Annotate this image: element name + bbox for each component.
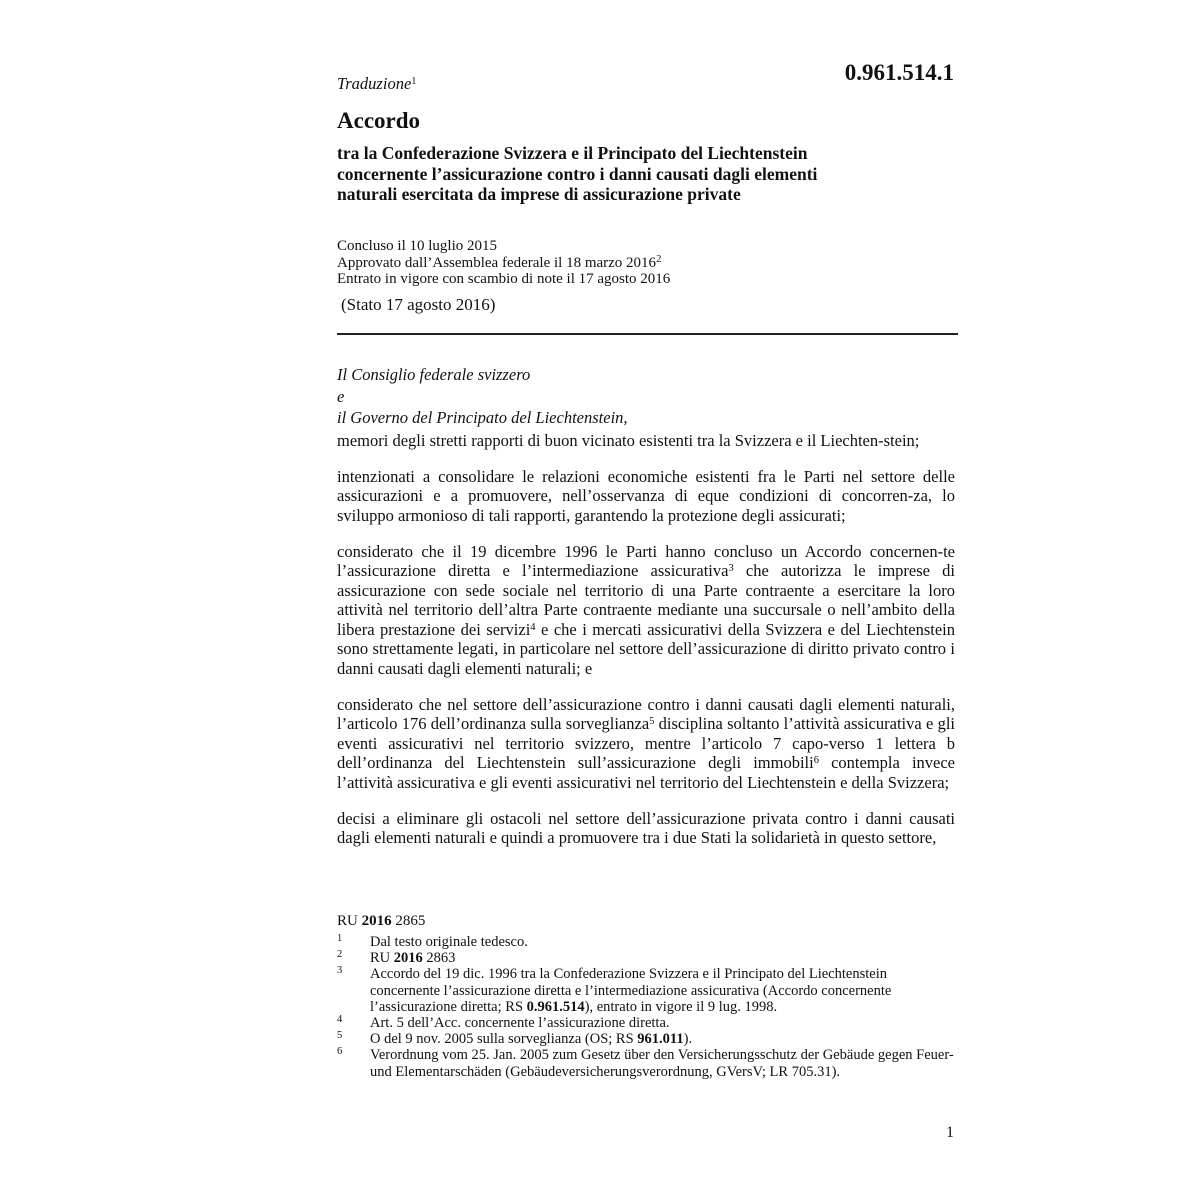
page-number: 1 (946, 1124, 954, 1141)
footnote: 4 Art. 5 dell’Acc. concernente l’assicurazione diretta. (337, 1014, 670, 1032)
footnote-ref[interactable]: 1 (411, 76, 417, 87)
party-conjunction: e (337, 386, 345, 406)
sr-number: 0.961.514.1 (844, 60, 954, 85)
approved-date: Approvato dall’Assemblea federale il 18 marzo 2016 (337, 254, 657, 271)
translation-text: Traduzione (337, 74, 412, 93)
footnote: 5 O del 9 nov. 2005 sulla sorveglianza (OS; RS 961.011). (337, 1030, 693, 1048)
dates-block (337, 238, 957, 288)
footnote-number: 4 (337, 1014, 343, 1026)
footnote-number: 2 (337, 949, 343, 961)
preamble-paragraph: intenzionati a consolidare le relazioni economiche esistenti fra le Parti nel settore delle assicurazioni e a promuovere, nell’osservanza di eque condizioni di concorren-za, lo sviluppo armonioso di tali rapporti, garantendo la protezione degli assicurati; (337, 466, 955, 525)
footnote-ref[interactable]: 6 (813, 755, 819, 766)
entered-date: Entrato in vigore con scambio di note il 17 agosto 2016 (337, 271, 671, 287)
preamble-paragraph: considerato che nel settore dell’assicurazione contro i danni causati dagli elementi naturali, l’articolo 176 dell’ordinanza sulla sorveglianza$^5$ disciplina soltanto l’attività assicurativa e gli eventi assicurativi nel territorio svizzero, mentre l’articolo 7 capo-verso 1 lettera b dell’ordinanza del Liechtenstein sull’assicurazione degli immobili$^6$ contempla invece l’attività assicurativa e gli eventi assicurativi nel territorio del Liechtenstein e della Svizzera; (337, 694, 955, 792)
concluded-date: Concluso il 10 luglio 2015 (337, 238, 498, 254)
party-switzerland: Il Consiglio federale svizzero (337, 365, 531, 384)
header-divider (337, 333, 958, 335)
ru-reference: RU 2016 2865 (337, 913, 426, 929)
status-date: (Stato 17 agosto 2016) (341, 295, 496, 314)
footnote-ref[interactable]: 3 (728, 563, 734, 574)
preamble-paragraph: memori degli stretti rapporti di buon vicinato esistenti tra la Svizzera e il Liechten-stein; (337, 430, 920, 450)
footnote-number: 6 (337, 1046, 343, 1058)
party-liechtenstein: il Governo del Principato del Liechtenstein, (337, 408, 628, 427)
footnote-number: 3 (337, 965, 343, 977)
subtitle-line: tra la Confederazione Svizzera e il Principato del Liechtenstein (337, 143, 808, 163)
footnote-number: 5 (337, 1030, 343, 1042)
translation-label (337, 74, 417, 94)
footnote-number: 1 (337, 933, 343, 944)
footnote: 2 RU 2016 2863 (337, 949, 456, 967)
preamble (337, 364, 955, 864)
footnote-ref[interactable]: 5 (649, 716, 655, 727)
footnote: 1 Dal testo originale tedesco. (337, 933, 528, 950)
document-title: Accordo (337, 108, 421, 133)
footnote-ref[interactable]: 4 (530, 621, 536, 633)
footnote: 3 Accordo del 19 dic. 1996 tra la Confederazione Svizzera e il Principato del Liechtenstein concernente l’assicurazione diretta e l’intermediazione assicurativa (Accordo concernente l’assicurazione diretta; RS 0.961.514), entrato in vigore il 9 lug. 1998. (337, 965, 892, 1015)
document-subtitle (337, 143, 957, 205)
footnote-ref[interactable]: 2 (656, 253, 662, 265)
footnote: 6 Verordnung vom 25. Jan. 2005 zum Gesetz über den Versicherungsschutz der Gebäude gegen Feuer- und Elementarschäden (Gebäudeversicherungsverordnung, GVersV; LR 705.31). (337, 1046, 954, 1080)
approved-date-line (337, 255, 957, 272)
preamble-paragraph: considerato che il 19 dicembre 1996 le Parti hanno concluso un Accordo concernen-te l’assicurazione diretta e l’intermediazione assicurativa$^3$ che autorizza le imprese di assicurazione con sede sociale nel territorio di una Parte contraente a esercitare la loro attività nel territorio dell’altra Parte contraente mediante una succursale o nell’ambito della libera prestazione dei servizi$^4$ e che i mercati assicurativi della Svizzera e del Liechtenstein sono strettamente legati, in particolare nel settore dell’assicurazione di diritto privato contro i danni causati dagli elementi naturali; e (337, 541, 956, 678)
subtitle-line: naturali esercitata da imprese di assicurazione private (337, 184, 741, 204)
footnotes (337, 934, 957, 1080)
subtitle-line: concernente l’assicurazione contro i danni causati dagli elementi (337, 163, 818, 184)
preamble-paragraph: decisi a eliminare gli ostacoli nel settore dell’assicurazione privata contro i danni causati dagli elementi naturali e quindi a promuovere tra i due Stati la solidarietà in questo settore, (337, 808, 955, 847)
